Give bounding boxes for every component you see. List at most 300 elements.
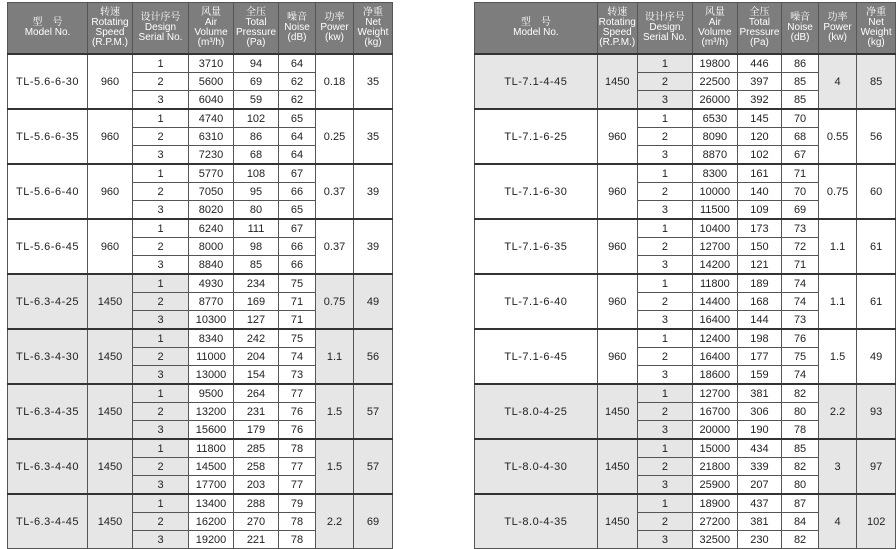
total-pressure-cell: 203 (234, 476, 279, 495)
total-pressure-cell: 159 (737, 366, 782, 385)
total-pressure-cell: 198 (737, 329, 782, 348)
header-label-en: Pressure (235, 27, 276, 38)
power-cell: 1.5 (316, 384, 354, 439)
power-cell: 0.75 (818, 164, 857, 219)
noise-cell: 62 (279, 73, 316, 91)
column-header (737, 3, 782, 55)
design-serial-cell: 3 (637, 311, 692, 330)
air-volume-cell: 3710 (189, 54, 234, 73)
net-weight-cell: 85 (857, 54, 896, 109)
design-serial-cell: 2 (637, 73, 692, 91)
design-serial-cell: 1 (133, 164, 189, 183)
air-volume-cell: 20000 (693, 421, 737, 440)
header-label-en: (kg) (867, 37, 885, 48)
table-row (475, 329, 896, 348)
noise-cell: 77 (279, 476, 316, 495)
air-volume-cell: 26000 (693, 91, 737, 110)
noise-cell: 75 (279, 274, 316, 293)
column-header (316, 3, 354, 55)
power-cell: 0.37 (316, 164, 354, 219)
noise-cell: 67 (782, 146, 818, 165)
noise-cell: 74 (279, 348, 316, 366)
total-pressure-cell: 264 (234, 384, 279, 403)
column-header (8, 3, 88, 55)
air-volume-cell: 8000 (189, 238, 234, 256)
air-volume-cell: 8870 (693, 146, 737, 165)
total-pressure-cell: 221 (234, 531, 279, 549)
header-label-en: Net (365, 17, 381, 28)
table-row (8, 219, 393, 238)
total-pressure-cell: 108 (234, 164, 279, 183)
design-serial-cell: 1 (637, 384, 692, 403)
noise-cell: 68 (782, 128, 818, 146)
noise-cell: 85 (782, 91, 818, 110)
column-header (782, 3, 818, 55)
power-cell: 1.1 (818, 274, 857, 329)
model-number-cell: TL-5.6-6-35 (8, 109, 88, 164)
air-volume-cell: 10000 (693, 183, 737, 201)
design-serial-cell: 1 (133, 219, 189, 238)
header-label-en: Serial No. (138, 32, 183, 43)
design-serial-cell: 3 (637, 201, 692, 220)
column-header (354, 3, 393, 55)
total-pressure-cell: 168 (737, 293, 782, 311)
rotating-speed-cell: 1450 (88, 384, 133, 439)
header-label-en: Weight (357, 27, 389, 38)
design-serial-cell: 2 (133, 348, 189, 366)
design-serial-cell: 1 (133, 329, 189, 348)
design-serial-cell: 1 (133, 439, 189, 458)
total-pressure-cell: 98 (234, 238, 279, 256)
design-serial-cell: 1 (637, 219, 692, 238)
noise-cell: 66 (279, 256, 316, 275)
noise-cell: 66 (279, 183, 316, 201)
header-label-en: Total (245, 17, 267, 28)
net-weight-cell: 61 (857, 274, 896, 329)
air-volume-cell: 10400 (693, 219, 737, 238)
noise-cell: 71 (782, 256, 818, 275)
power-cell: 0.25 (316, 109, 354, 164)
header-label-en: Model No. (24, 27, 71, 38)
air-volume-cell: 4930 (189, 274, 234, 293)
net-weight-cell: 57 (354, 439, 393, 494)
design-serial-cell: 1 (637, 54, 692, 73)
power-cell: 4 (818, 494, 857, 549)
air-volume-cell: 15600 (189, 421, 234, 440)
power-cell: 0.37 (316, 219, 354, 274)
design-serial-cell: 3 (133, 531, 189, 549)
column-header (637, 3, 692, 55)
total-pressure-cell: 446 (737, 54, 782, 73)
design-serial-cell: 2 (637, 403, 692, 421)
noise-cell: 70 (782, 183, 818, 201)
rotating-speed-cell: 960 (597, 109, 637, 164)
air-volume-cell: 13000 (189, 366, 234, 385)
model-number-cell: TL-7.1-4-45 (475, 54, 598, 109)
total-pressure-cell: 120 (737, 128, 782, 146)
header-label-en: (Pa) (246, 37, 266, 48)
total-pressure-cell: 392 (737, 91, 782, 110)
table-row (8, 164, 393, 183)
noise-cell: 82 (782, 531, 818, 549)
total-pressure-cell: 306 (737, 403, 782, 421)
model-number-cell: TL-8.0-4-25 (475, 384, 598, 439)
rotating-speed-cell: 1450 (88, 494, 133, 549)
total-pressure-cell: 190 (737, 421, 782, 440)
total-pressure-cell: 173 (737, 219, 782, 238)
air-volume-cell: 5770 (189, 164, 234, 183)
design-serial-cell: 1 (637, 164, 692, 183)
air-volume-cell: 9500 (189, 384, 234, 403)
header-label-en: Noise (284, 22, 310, 33)
air-volume-cell: 10300 (189, 311, 234, 330)
air-volume-cell: 13200 (189, 403, 234, 421)
noise-cell: 75 (782, 348, 818, 366)
column-header (475, 3, 598, 55)
rotating-speed-cell: 1450 (597, 494, 637, 549)
total-pressure-cell: 204 (234, 348, 279, 366)
header-label-cn: 功率 (324, 12, 345, 23)
header-label-en: Net (868, 17, 884, 28)
header-label-cn: 风量 (201, 7, 221, 18)
air-volume-cell: 14400 (693, 293, 737, 311)
air-volume-cell: 6240 (189, 219, 234, 238)
header-label-en: Volume (698, 27, 732, 38)
air-volume-cell: 18600 (693, 366, 737, 385)
power-cell: 1.5 (316, 439, 354, 494)
table-row (8, 54, 393, 73)
total-pressure-cell: 242 (234, 329, 279, 348)
noise-cell: 77 (279, 384, 316, 403)
air-volume-cell: 8020 (189, 201, 234, 220)
air-volume-cell: 11000 (189, 348, 234, 366)
design-serial-cell: 3 (133, 201, 189, 220)
design-serial-cell: 2 (133, 238, 189, 256)
model-number-cell: TL-7.1-6-35 (475, 219, 598, 274)
header-label-cn: 净重 (363, 7, 383, 18)
header-label-cn: 型 号 (32, 17, 63, 28)
header-label-cn: 全压 (246, 7, 266, 18)
air-volume-cell: 19800 (693, 54, 737, 73)
air-volume-cell: 16700 (693, 403, 737, 421)
rotating-speed-cell: 960 (597, 329, 637, 384)
table-row (8, 439, 393, 458)
total-pressure-cell: 80 (234, 201, 279, 220)
total-pressure-cell: 161 (737, 164, 782, 183)
total-pressure-cell: 121 (737, 256, 782, 275)
model-number-cell: TL-7.1-6-45 (475, 329, 598, 384)
total-pressure-cell: 177 (737, 348, 782, 366)
rotating-speed-cell: 960 (597, 219, 637, 274)
design-serial-cell: 2 (637, 183, 692, 201)
header-label-en: Speed (95, 27, 125, 38)
header-label-en: (kg) (364, 37, 382, 48)
air-volume-cell: 17700 (189, 476, 234, 495)
design-serial-cell: 1 (637, 109, 692, 128)
header-label-en: Speed (602, 27, 632, 38)
noise-cell: 86 (782, 54, 818, 73)
total-pressure-cell: 189 (737, 274, 782, 293)
total-pressure-cell: 94 (234, 54, 279, 73)
total-pressure-cell: 140 (737, 183, 782, 201)
air-volume-cell: 32500 (693, 531, 737, 549)
header-label-cn: 设计序号 (644, 12, 685, 23)
table-row (8, 109, 393, 128)
rotating-speed-cell: 960 (88, 164, 133, 219)
noise-cell: 82 (782, 458, 818, 476)
header-label-cn: 全压 (749, 7, 770, 18)
noise-cell: 74 (782, 366, 818, 385)
rotating-speed-cell: 960 (88, 219, 133, 274)
noise-cell: 72 (782, 238, 818, 256)
air-volume-cell: 15000 (693, 439, 737, 458)
air-volume-cell: 13400 (189, 494, 234, 513)
design-serial-cell: 3 (133, 146, 189, 165)
header-label-en: Noise (787, 22, 813, 33)
design-serial-cell: 3 (637, 421, 692, 440)
design-serial-cell: 2 (637, 128, 692, 146)
net-weight-cell: 60 (857, 164, 896, 219)
air-volume-cell: 7230 (189, 146, 234, 165)
header-label-en: Total (748, 17, 771, 28)
noise-cell: 74 (782, 274, 818, 293)
total-pressure-cell: 179 (234, 421, 279, 440)
column-header (189, 3, 234, 55)
total-pressure-cell: 231 (234, 403, 279, 421)
air-volume-cell: 8090 (693, 128, 737, 146)
header-label-en: (R.P.M.) (92, 37, 128, 48)
design-serial-cell: 1 (637, 439, 692, 458)
net-weight-cell: 102 (857, 494, 896, 549)
table-row (475, 384, 896, 403)
noise-cell: 73 (782, 311, 818, 330)
model-number-cell: TL-6.3-4-40 (8, 439, 88, 494)
net-weight-cell: 35 (354, 109, 393, 164)
design-serial-cell: 2 (133, 403, 189, 421)
design-serial-cell: 2 (133, 183, 189, 201)
header-label-cn: 型 号 (520, 17, 551, 28)
table-body (8, 54, 393, 549)
air-volume-cell: 14500 (189, 458, 234, 476)
noise-cell: 76 (279, 403, 316, 421)
design-serial-cell: 3 (133, 311, 189, 330)
total-pressure-cell: 102 (234, 109, 279, 128)
table-row (8, 384, 393, 403)
design-serial-cell: 1 (637, 274, 692, 293)
header-label-en: Volume (194, 27, 228, 38)
design-serial-cell: 1 (133, 494, 189, 513)
design-serial-cell: 1 (133, 274, 189, 293)
design-serial-cell: 3 (133, 91, 189, 110)
design-serial-cell: 3 (637, 146, 692, 165)
noise-cell: 64 (279, 146, 316, 165)
total-pressure-cell: 437 (737, 494, 782, 513)
header-label-en: Power (320, 22, 349, 33)
noise-cell: 85 (782, 439, 818, 458)
power-cell: 0.75 (316, 274, 354, 329)
design-serial-cell: 2 (637, 458, 692, 476)
noise-cell: 62 (279, 91, 316, 110)
fan-spec-table-left (7, 2, 393, 549)
table-row (8, 274, 393, 293)
noise-cell: 76 (279, 421, 316, 440)
table-row (475, 54, 896, 73)
rotating-speed-cell: 1450 (88, 329, 133, 384)
net-weight-cell: 57 (354, 384, 393, 439)
fan-spec-table-right (474, 2, 896, 549)
design-serial-cell: 2 (637, 293, 692, 311)
air-volume-cell: 21800 (693, 458, 737, 476)
design-serial-cell: 1 (133, 109, 189, 128)
rotating-speed-cell: 1450 (597, 54, 637, 109)
header-label-en: Serial No. (642, 32, 687, 43)
table-row (475, 164, 896, 183)
noise-cell: 79 (279, 494, 316, 513)
total-pressure-cell: 288 (234, 494, 279, 513)
net-weight-cell: 39 (354, 219, 393, 274)
noise-cell: 80 (782, 476, 818, 495)
header-row (8, 3, 393, 55)
rotating-speed-cell: 960 (597, 164, 637, 219)
header-label-en: Air (204, 17, 218, 28)
noise-cell: 65 (279, 201, 316, 220)
header-label-en: (Pa) (750, 37, 769, 48)
total-pressure-cell: 270 (234, 513, 279, 531)
total-pressure-cell: 207 (737, 476, 782, 495)
air-volume-cell: 6310 (189, 128, 234, 146)
total-pressure-cell: 150 (737, 238, 782, 256)
total-pressure-cell: 230 (737, 531, 782, 549)
air-volume-cell: 18900 (693, 494, 737, 513)
net-weight-cell: 35 (354, 54, 393, 109)
air-volume-cell: 12700 (693, 384, 737, 403)
total-pressure-cell: 85 (234, 256, 279, 275)
power-cell: 1.5 (818, 329, 857, 384)
header-label-en: Model No. (513, 27, 559, 38)
header-label-en: Weight (860, 27, 892, 38)
header-label-en: (dB) (287, 32, 307, 43)
header-label-cn: 净重 (866, 7, 887, 18)
air-volume-cell: 11800 (693, 274, 737, 293)
air-volume-cell: 16400 (693, 311, 737, 330)
total-pressure-cell: 111 (234, 219, 279, 238)
column-header (597, 3, 637, 55)
air-volume-cell: 16200 (189, 513, 234, 531)
air-volume-cell: 6530 (693, 109, 737, 128)
power-cell: 0.18 (316, 54, 354, 109)
header-label-cn: 风量 (704, 7, 725, 18)
header-label-cn: 噪音 (287, 12, 307, 23)
net-weight-cell: 61 (857, 219, 896, 274)
total-pressure-cell: 68 (234, 146, 279, 165)
header-label-en: (R.P.M.) (599, 37, 636, 48)
total-pressure-cell: 381 (737, 384, 782, 403)
air-volume-cell: 6040 (189, 91, 234, 110)
table-row (475, 494, 896, 513)
column-header (88, 3, 133, 55)
power-cell: 2.2 (316, 494, 354, 549)
total-pressure-cell: 258 (234, 458, 279, 476)
model-number-cell: TL-7.1-6-25 (475, 109, 598, 164)
noise-cell: 70 (782, 109, 818, 128)
power-cell: 1.1 (818, 219, 857, 274)
header-label-en: Rotating (598, 17, 636, 28)
air-volume-cell: 16400 (693, 348, 737, 366)
air-volume-cell: 8770 (189, 293, 234, 311)
air-volume-cell: 14200 (693, 256, 737, 275)
table-row (475, 439, 896, 458)
header-label-cn: 转速 (100, 7, 120, 18)
net-weight-cell: 56 (354, 329, 393, 384)
total-pressure-cell: 381 (737, 513, 782, 531)
air-volume-cell: 8300 (693, 164, 737, 183)
rotating-speed-cell: 960 (88, 109, 133, 164)
model-number-cell: TL-6.3-4-45 (8, 494, 88, 549)
design-serial-cell: 3 (133, 421, 189, 440)
total-pressure-cell: 127 (234, 311, 279, 330)
design-serial-cell: 2 (133, 513, 189, 531)
header-label-en: Pressure (739, 27, 780, 38)
design-serial-cell: 2 (637, 348, 692, 366)
design-serial-cell: 3 (133, 476, 189, 495)
design-serial-cell: 1 (133, 384, 189, 403)
net-weight-cell: 97 (857, 439, 896, 494)
noise-cell: 78 (279, 531, 316, 549)
noise-cell: 78 (279, 439, 316, 458)
total-pressure-cell: 339 (737, 458, 782, 476)
total-pressure-cell: 86 (234, 128, 279, 146)
header-label-en: (m³/h) (197, 37, 225, 48)
table-row (475, 274, 896, 293)
noise-cell: 82 (782, 384, 818, 403)
rotating-speed-cell: 1450 (88, 439, 133, 494)
net-weight-cell: 69 (354, 494, 393, 549)
total-pressure-cell: 69 (234, 73, 279, 91)
design-serial-cell: 2 (637, 238, 692, 256)
design-serial-cell: 2 (133, 458, 189, 476)
header-label-en: Power (823, 22, 852, 33)
design-serial-cell: 1 (133, 54, 189, 73)
header-label-en: (kw) (828, 32, 847, 43)
rotating-speed-cell: 1450 (597, 439, 637, 494)
total-pressure-cell: 397 (737, 73, 782, 91)
noise-cell: 66 (279, 238, 316, 256)
model-number-cell: TL-7.1-6-30 (475, 164, 598, 219)
total-pressure-cell: 109 (737, 201, 782, 220)
design-serial-cell: 1 (637, 329, 692, 348)
total-pressure-cell: 234 (234, 274, 279, 293)
noise-cell: 75 (279, 329, 316, 348)
noise-cell: 69 (782, 201, 818, 220)
header-label-en: (kw) (325, 32, 344, 43)
design-serial-cell: 3 (637, 531, 692, 549)
column-header (818, 3, 857, 55)
noise-cell: 74 (782, 293, 818, 311)
air-volume-cell: 8340 (189, 329, 234, 348)
noise-cell: 71 (279, 311, 316, 330)
table-row (8, 494, 393, 513)
air-volume-cell: 11500 (693, 201, 737, 220)
air-volume-cell: 19200 (189, 531, 234, 549)
noise-cell: 71 (782, 164, 818, 183)
total-pressure-cell: 144 (737, 311, 782, 330)
air-volume-cell: 12700 (693, 238, 737, 256)
net-weight-cell: 56 (857, 109, 896, 164)
air-volume-cell: 12400 (693, 329, 737, 348)
model-number-cell: TL-5.6-6-40 (8, 164, 88, 219)
noise-cell: 73 (279, 366, 316, 385)
total-pressure-cell: 145 (737, 109, 782, 128)
